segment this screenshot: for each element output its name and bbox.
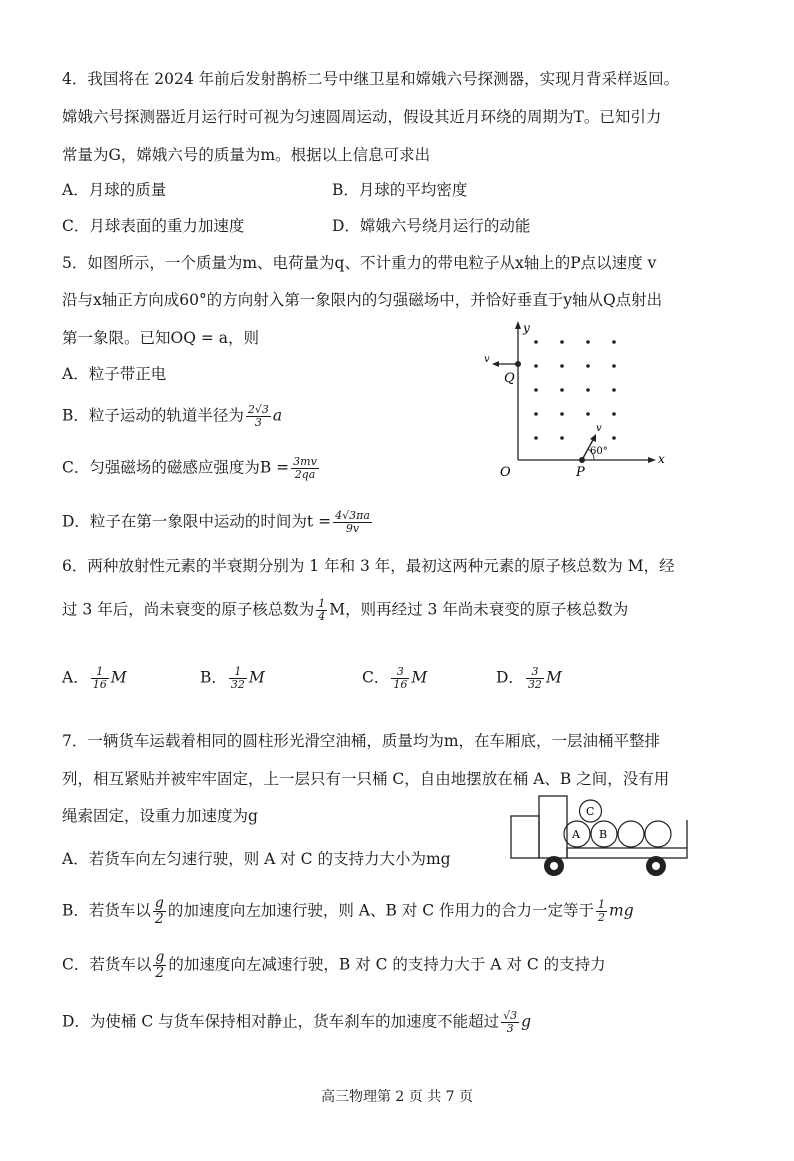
- q6-d-var: M: [545, 668, 562, 687]
- q7-option-b: [62, 896, 634, 927]
- q6-c-label: C．: [362, 668, 390, 687]
- q7-option-a: A．若货车向左匀速行驶，则 A 对 C 的支持力大小为mg: [62, 850, 451, 868]
- q7-b-hnum: 1: [598, 898, 606, 911]
- q7-b-text: B．若货车以: [62, 901, 151, 920]
- q5-option-b-text: B．粒子运动的轨道半径为: [62, 406, 244, 425]
- q5-c-den: 2qa: [294, 468, 316, 481]
- q5-option-b-fraction: [246, 404, 271, 429]
- wheel-rear-hub: [652, 862, 660, 870]
- q-label: Q: [504, 371, 515, 386]
- q5-d-den: 9v: [345, 522, 360, 535]
- q7-c-g-fraction: [153, 950, 166, 981]
- q4-line3: 常量为G，嫦娥六号的质量为m。根据以上信息可求出: [62, 146, 431, 164]
- q4-option-c: C．月球表面的重力加速度: [62, 217, 245, 235]
- q5-option-c: [62, 456, 321, 481]
- q6-c-den: 16: [393, 678, 408, 691]
- origin-label: O: [500, 465, 511, 478]
- q6-c-fraction: [391, 666, 409, 691]
- q4-option-a: A．月球的质量: [62, 181, 167, 199]
- q7-d-den: 3: [506, 1022, 514, 1035]
- q5-c-num: 3mv: [293, 455, 317, 468]
- q5-option-d: [62, 510, 374, 535]
- barrel-a-label: A: [572, 828, 580, 841]
- q7-b-mid: 的加速度向左加速行驶，则 A、B 对 C 作用力的合力一定等于: [167, 901, 595, 920]
- q5-option-a: A．粒子带正电: [62, 365, 167, 383]
- q7-c-gden: 2: [155, 965, 165, 981]
- barrel-c-label: C: [586, 805, 595, 818]
- truck-cab: [539, 796, 567, 858]
- q6-a-den: 16: [92, 678, 107, 691]
- q6-a-label: A．: [62, 668, 89, 687]
- q7-b-hden: 2: [598, 911, 606, 924]
- q6-option-d: [496, 666, 562, 691]
- q5-b-num: 2√3: [247, 403, 269, 416]
- q7-d-num: √3: [503, 1009, 518, 1022]
- q4-line1: 4．我国将在 2024 年前后发射鹊桥二号中继卫星和嫦娥六号探测器，实现月背采样返回。: [62, 70, 680, 88]
- q6-option-c: [362, 666, 427, 691]
- q7-c-gnum: g: [155, 949, 165, 965]
- q7-b-gden: 2: [154, 911, 164, 927]
- q6-d-label: D．: [496, 668, 524, 687]
- exit-velocity-label: v: [484, 354, 490, 365]
- q5-line1: 5．如图所示，一个质量为m、电荷量为q、不计重力的带电粒子从x轴上的P点以速度 v: [62, 254, 657, 272]
- y-axis-label: y: [523, 321, 530, 335]
- p-label: P: [576, 465, 585, 478]
- q6-d-num: 3: [526, 666, 544, 679]
- q7-option-d: [62, 1010, 531, 1035]
- page-footer: 高三物理第 2 页 共 7 页: [320, 1089, 474, 1105]
- q6-a-fraction: [91, 666, 109, 691]
- exit-arrow-head-icon: [492, 361, 499, 367]
- q5-option-c-fraction: [291, 456, 319, 481]
- q4-option-b: B．月球的平均密度: [332, 181, 468, 199]
- q6-line2-num: 1: [318, 597, 326, 610]
- q7-line1: 7．一辆货车运载着相同的圆柱形光滑空油桶，质量均为m，在车厢底，一层油桶平整排: [62, 732, 661, 750]
- barrel-b-label: B: [599, 828, 608, 841]
- q4-line2: 嫦娥六号探测器近月运行时可视为匀速圆周运动，假设其近月环绕的周期为T。已知引力: [62, 108, 662, 126]
- q7-option-c: [62, 950, 606, 981]
- q7-line2: 列，相互紧贴并被牢牢固定，上一层只有一只桶 C，自由地摆放在桶 A、B 之间，没有用: [62, 770, 670, 788]
- q5-b-var: a: [272, 406, 283, 425]
- x-axis-label: x: [658, 452, 665, 466]
- q7-b-half-fraction: [596, 899, 607, 924]
- q5-option-d-fraction: [333, 510, 372, 535]
- q6-c-var: M: [411, 668, 428, 687]
- q7-d-var: g: [521, 1012, 532, 1031]
- q7-c-rest: 的加速度向左减速行驶，B 对 C 的支持力大于 A 对 C 的支持力: [168, 955, 606, 974]
- q7-d-text: D．为使桶 C 与货车保持相对静止，货车刹车的加速度不能超过: [62, 1012, 500, 1031]
- barrel-bottom-4: [645, 821, 671, 847]
- q7-c-text: C．若货车以: [62, 955, 152, 974]
- entry-velocity-label: v: [596, 423, 602, 434]
- q7-b-g-fraction: [153, 896, 166, 927]
- q6-c-num: 3: [391, 666, 409, 679]
- q6-d-fraction: [526, 666, 544, 691]
- truck-bed: [567, 848, 687, 858]
- q6-b-num: 1: [229, 666, 247, 679]
- q6-d-den: 32: [527, 678, 542, 691]
- barrel-bottom-3: [618, 821, 644, 847]
- q4-option-d: D．嫦娥六号绕月运行的动能: [332, 217, 531, 235]
- q5-option-b: [62, 404, 282, 429]
- q6-b-label: B．: [200, 668, 227, 687]
- x-axis-arrow-icon: [648, 457, 656, 463]
- q7-b-gnum: g: [154, 895, 164, 911]
- q6-b-den: 32: [230, 678, 245, 691]
- q6-a-num: 1: [91, 666, 109, 679]
- q5-magnetic-field-figure: [470, 318, 680, 478]
- wheel-front-hub: [550, 862, 558, 870]
- q5-line3: 第一象限。已知OQ = a，则: [62, 329, 259, 347]
- q5-d-num: 4√3πa: [335, 509, 370, 522]
- y-axis-arrow-icon: [515, 321, 521, 329]
- truck-cab-front: [511, 816, 539, 858]
- q6-line2-text: 过 3 年后，尚未衰变的原子核总数为: [62, 600, 315, 619]
- q6-option-b: [200, 666, 265, 691]
- q6-line1: 6．两种放射性元素的半衰期分别为 1 年和 3 年，最初这两种元素的原子核总数为 M，经: [62, 557, 675, 575]
- field-dots: [534, 340, 616, 440]
- q6-line2-den: 4: [318, 610, 326, 623]
- q5-option-c-text: C．匀强磁场的磁感应强度为B =: [62, 458, 290, 477]
- q6-a-var: M: [110, 668, 127, 687]
- q6-option-a: [62, 666, 127, 691]
- q7-line3: 绳索固定，设重力加速度为g: [62, 807, 258, 825]
- q5-line2: 沿与x轴正方向成60°的方向射入第一象限内的匀强磁场中，并恰好垂直于y轴从Q点射出: [62, 291, 663, 309]
- angle-label: 60°: [590, 446, 608, 457]
- q6-b-fraction: [229, 666, 247, 691]
- q5-b-den: 3: [254, 416, 262, 429]
- q6-b-var: M: [248, 668, 265, 687]
- q6-line2-rest: M，则再经过 3 年尚未衰变的原子核总数为: [329, 600, 629, 619]
- q7-truck-figure: [506, 790, 696, 882]
- q7-b-var: mg: [609, 901, 634, 920]
- q6-line2-fraction: [316, 598, 327, 623]
- q6-line2: [62, 598, 628, 623]
- q7-d-fraction: [501, 1010, 519, 1035]
- q5-option-d-text: D．粒子在第一象限中运动的时间为t =: [62, 512, 332, 531]
